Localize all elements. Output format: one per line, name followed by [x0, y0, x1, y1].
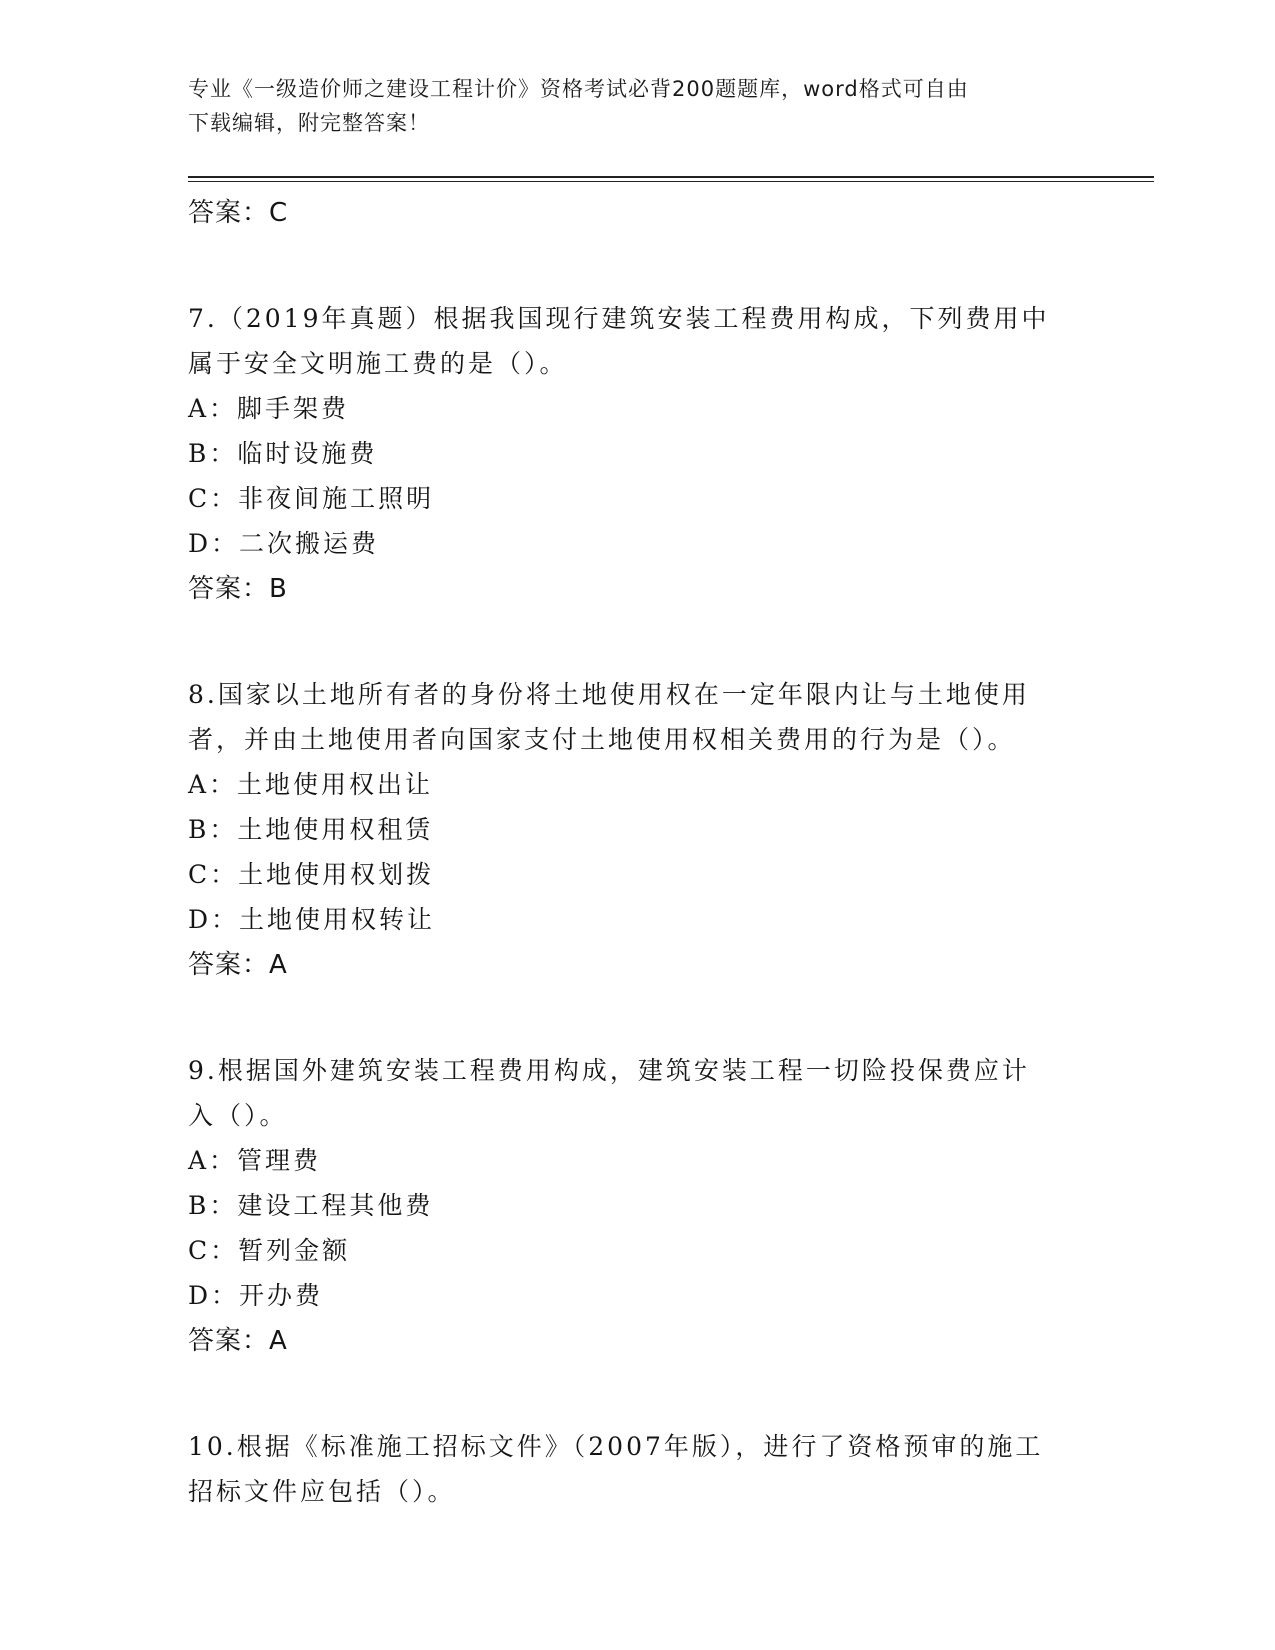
option-a: A：土地使用权出让	[188, 770, 434, 799]
stem-line: 9.根据国外建筑安装工程费用构成，建筑安装工程一切险投保费应计	[188, 1056, 1030, 1085]
option-d: D：开办费	[188, 1281, 324, 1310]
question-10	[188, 1424, 1088, 1514]
question-stem	[188, 296, 1088, 386]
question-9	[188, 1048, 1088, 1364]
stem-line: 者，并由土地使用者向国家支付土地使用权相关费用的行为是（）。	[188, 725, 1016, 754]
question-stem	[188, 672, 1088, 762]
answer: 答案：B	[188, 574, 288, 604]
answer: 答案：A	[188, 950, 288, 980]
option-b: B：临时设施费	[188, 439, 378, 468]
previous-answer: 答案：C	[188, 198, 289, 228]
question-list	[188, 190, 1088, 1574]
question-stem	[188, 1048, 1088, 1138]
option-b: B：土地使用权租赁	[188, 815, 434, 844]
stem-line: 属于安全文明施工费的是（）。	[188, 349, 568, 378]
stem-line: 入（）。	[188, 1101, 288, 1130]
answer: 答案：A	[188, 1326, 288, 1356]
stem-line: 8.国家以土地所有者的身份将土地使用权在一定年限内让与土地使用	[188, 680, 1030, 709]
option-b: B：建设工程其他费	[188, 1191, 434, 1220]
option-c: C：土地使用权划拨	[188, 860, 435, 889]
option-d: D：土地使用权转让	[188, 905, 436, 934]
stem-line: 7.（2019年真题）根据我国现行建筑安装工程费用构成，下列费用中	[188, 304, 1050, 333]
option-c: C：暂列金额	[188, 1236, 351, 1265]
question-7	[188, 296, 1088, 612]
page-header	[188, 72, 1068, 140]
header-rule-thick	[188, 176, 1154, 178]
option-a: A：管理费	[188, 1146, 322, 1175]
option-c: C：非夜间施工照明	[188, 484, 435, 513]
question-8	[188, 672, 1088, 988]
stem-line: 10.根据《标准施工招标文件》（2007年版），进行了资格预审的施工	[188, 1432, 1044, 1461]
option-d: D：二次搬运费	[188, 529, 380, 558]
stem-line: 招标文件应包括（）。	[188, 1477, 456, 1506]
header-line-1: 专业《一级造价师之建设工程计价》资格考试必背200题题库，word格式可自由	[188, 77, 969, 101]
option-a: A：脚手架费	[188, 394, 350, 423]
header-rule-thin	[188, 181, 1154, 182]
header-line-2: 下载编辑，附完整答案！	[188, 111, 430, 135]
question-stem	[188, 1424, 1088, 1514]
